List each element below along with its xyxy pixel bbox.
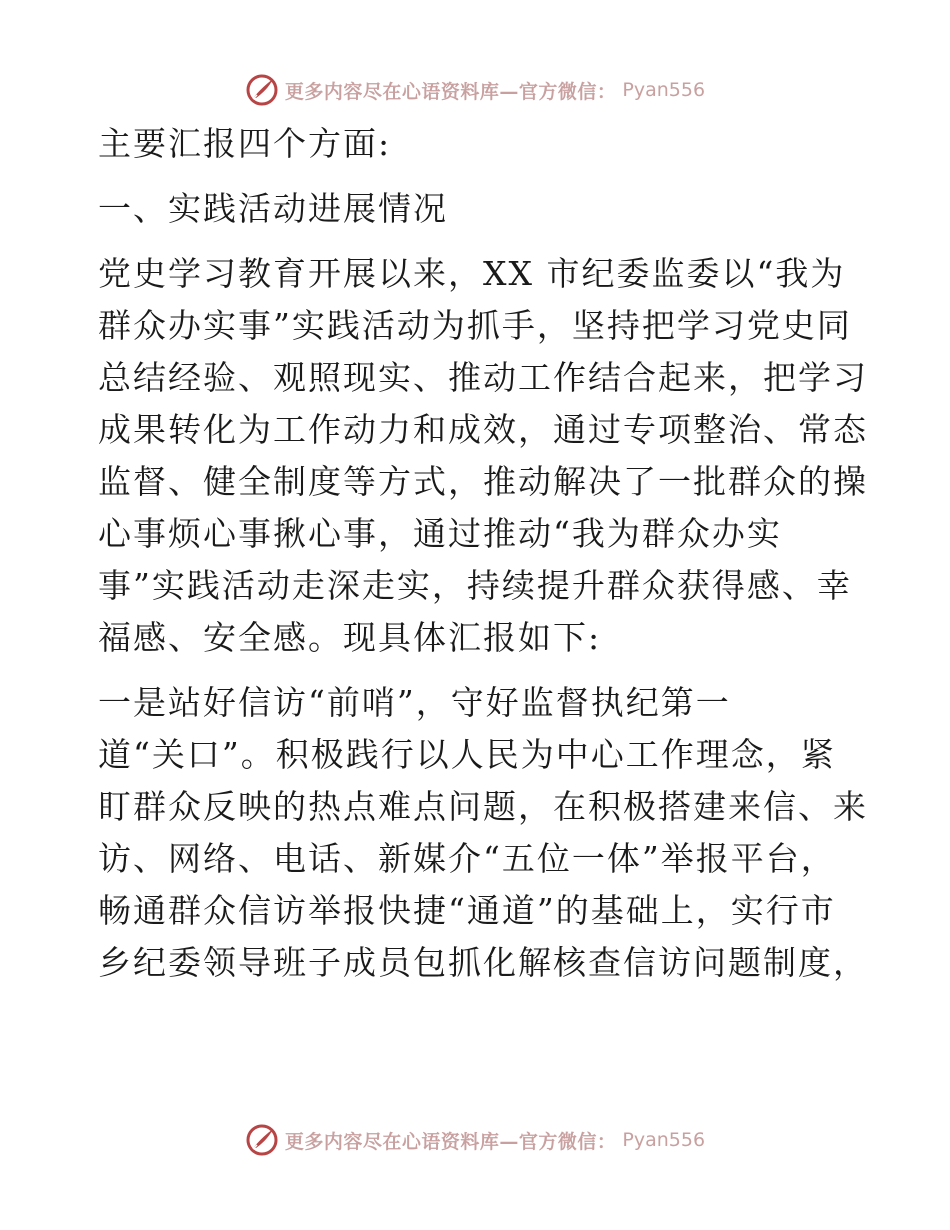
paragraph-2 (98, 677, 868, 989)
intro-line: 主要汇报四个方面: (98, 124, 392, 163)
paragraph-line: 乡纪委领导班子成员包抓化解核查信访问题制度， (98, 943, 868, 982)
paragraph-line: 群众办实事”实践活动为抓手，坚持把学习党史同 (98, 306, 852, 345)
header-banner (0, 70, 950, 110)
quill-logo-icon (245, 73, 279, 107)
paragraph-line: 盯群众反映的热点难点问题，在积极搭建来信、来 (98, 787, 868, 826)
paragraph-line: 成果转化为工作动力和成效，通过专项整治、常态 (98, 410, 868, 449)
wechat-id: Pyan556 (622, 1129, 706, 1151)
paragraph-line: 一是站好信访“前哨”，守好监督执纪第一 (98, 683, 731, 722)
paragraph-line: 访、网络、电话、新媒介“五位一体”举报平台， (98, 839, 836, 878)
paragraph-line: 党史学习教育开展以来，XX 市纪委监委以“我为 (98, 254, 846, 293)
paragraph-line: 道“关口”。积极践行以人民为中心工作理念，紧 (98, 735, 836, 774)
document-body (98, 118, 868, 989)
paragraph-line: 畅通群众信访举报快捷“通道”的基础上，实行市 (98, 891, 836, 930)
footer-banner (0, 1120, 950, 1160)
quill-logo-icon (245, 1123, 279, 1157)
paragraph-line: 事”实践活动走深走实，持续提升群众获得感、幸 (98, 566, 852, 605)
paragraph-line: 总结经验、观照现实、推动工作结合起来，把学习 (98, 358, 868, 397)
banner-text: 更多内容尽在心语资料库—官方微信： (284, 1130, 617, 1153)
wechat-id: Pyan556 (622, 79, 706, 101)
banner-text: 更多内容尽在心语资料库—官方微信： (284, 80, 617, 103)
paragraph-line: 福感、安全感。现具体汇报如下: (98, 618, 602, 657)
paragraph-line: 心事烦心事揪心事，通过推动“我为群众办实 (98, 514, 782, 553)
section-heading: 一、实践活动进展情况 (98, 189, 448, 228)
paragraph-1 (98, 248, 868, 664)
paragraph-line: 监督、健全制度等方式，推动解决了一批群众的操 (98, 462, 868, 501)
